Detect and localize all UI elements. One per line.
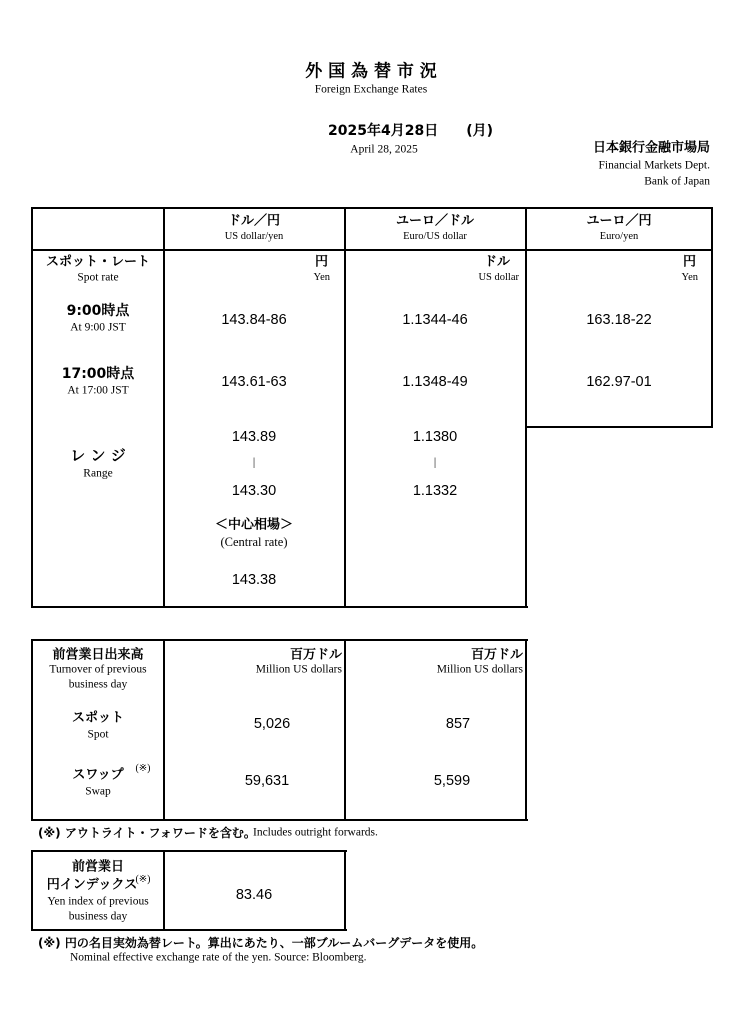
turnover-unit-eurusd: 百万ドル xyxy=(470,647,523,663)
range-label-en: Range xyxy=(83,467,113,480)
row-label-5pm: 17:00時点 xyxy=(61,366,135,382)
yen-index-value: 83.46 xyxy=(235,886,273,903)
range-label: レ ン ジ xyxy=(70,446,126,465)
spot-label-en: Spot xyxy=(87,728,109,741)
row-label-9am-en: At 9:00 JST xyxy=(70,321,126,334)
spot-rate-label: スポット・レート xyxy=(45,254,151,270)
date-jp: 2025年4月28日 (月) xyxy=(328,123,493,139)
eurjpy-5pm: 162.97-01 xyxy=(586,373,652,390)
swap-footnote-mark: (※) xyxy=(135,763,151,774)
eurusd-range-low: 1.1332 xyxy=(412,482,458,499)
eurjpy-9am: 163.18-22 xyxy=(586,311,652,328)
yen-index-footnote-en: Nominal effective exchange rate of the yen. Source: Bloomberg. xyxy=(70,951,367,964)
turnover-unit-eurusd-en: Million US dollars xyxy=(436,663,523,676)
yen-index-label-1: 前営業日 xyxy=(71,859,125,875)
row-label-9am: 9:00時点 xyxy=(66,303,130,319)
usdjpy-range-separator: | xyxy=(252,456,256,469)
yen-index-label-en-2: business day xyxy=(68,910,128,923)
col-header-eurusd-en: Euro/US dollar xyxy=(403,230,467,242)
turnover-footnote-en: Includes outright forwards. xyxy=(253,826,378,839)
usdjpy-9am: 143.84-86 xyxy=(221,311,287,328)
spot-rate-label-en: Spot rate xyxy=(77,271,119,284)
turnover-label: 前営業日出来高 xyxy=(52,647,144,663)
unit-eurjpy-en: Yen xyxy=(681,271,698,283)
central-rate-label-en: (Central rate) xyxy=(220,534,288,549)
spot-eurusd-value: 857 xyxy=(445,715,471,732)
page-title: 外 国 為 替 市 況 xyxy=(305,61,437,82)
eurusd-range-high: 1.1380 xyxy=(412,428,458,445)
spot-label: スポット xyxy=(71,710,125,726)
usdjpy-range-low: 143.30 xyxy=(231,482,277,499)
col-header-usdjpy-en: US dollar/yen xyxy=(224,230,284,242)
col-header-eurjpy-en: Euro/yen xyxy=(599,230,639,242)
eurusd-range-separator: | xyxy=(433,456,437,469)
eurusd-9am: 1.1344-46 xyxy=(402,311,468,328)
turnover-unit-usdjpy: 百万ドル xyxy=(289,647,342,663)
usdjpy-range-high: 143.89 xyxy=(231,428,277,445)
spot-usdjpy-value: 5,026 xyxy=(253,715,291,732)
dept-en: Financial Markets Dept. xyxy=(598,159,710,172)
row-label-5pm-en: At 17:00 JST xyxy=(67,384,129,397)
usdjpy-5pm: 143.61-63 xyxy=(221,373,287,390)
swap-usdjpy-value: 59,631 xyxy=(244,772,290,789)
unit-usdjpy: 円 xyxy=(314,254,328,270)
central-rate-value: 143.38 xyxy=(231,571,277,588)
col-header-eurusd: ユーロ／ドル xyxy=(395,213,475,229)
unit-eurjpy: 円 xyxy=(682,254,696,270)
swap-label-en: Swap xyxy=(85,785,111,798)
yen-index-footnote: (※) 円の名目実効為替レート。算出にあたり、一部ブルームバーグデータを使用。 xyxy=(38,936,484,950)
date-en: April 28, 2025 xyxy=(350,143,418,156)
turnover-label-en-1: Turnover of previous xyxy=(49,663,147,676)
bank-en: Bank of Japan xyxy=(644,175,710,188)
eurusd-5pm: 1.1348-49 xyxy=(402,373,468,390)
swap-eurusd-value: 5,599 xyxy=(433,772,471,789)
swap-label: スワップ xyxy=(72,767,124,783)
dept-jp: 日本銀行金融市場局 xyxy=(592,140,710,156)
central-rate-label: ＜中心相場＞ xyxy=(214,517,294,533)
yen-index-label-en-1: Yen index of previous xyxy=(47,895,149,908)
col-header-usdjpy: ドル／円 xyxy=(227,213,281,229)
turnover-label-en-2: business day xyxy=(68,678,128,691)
turnover-unit-usdjpy-en: Million US dollars xyxy=(255,663,342,676)
turnover-footnote: (※) アウトライト・フォワードを含む。 xyxy=(38,826,256,840)
page-subtitle: Foreign Exchange Rates xyxy=(314,83,428,96)
yen-index-label-2: 円インデックス xyxy=(46,877,138,893)
unit-eurusd-en: US dollar xyxy=(478,271,519,283)
unit-eurusd: ドル xyxy=(483,254,510,270)
unit-usdjpy-en: Yen xyxy=(313,271,330,283)
yen-index-footnote-mark: (※) xyxy=(135,874,151,885)
col-header-eurjpy: ユーロ／円 xyxy=(586,213,652,229)
